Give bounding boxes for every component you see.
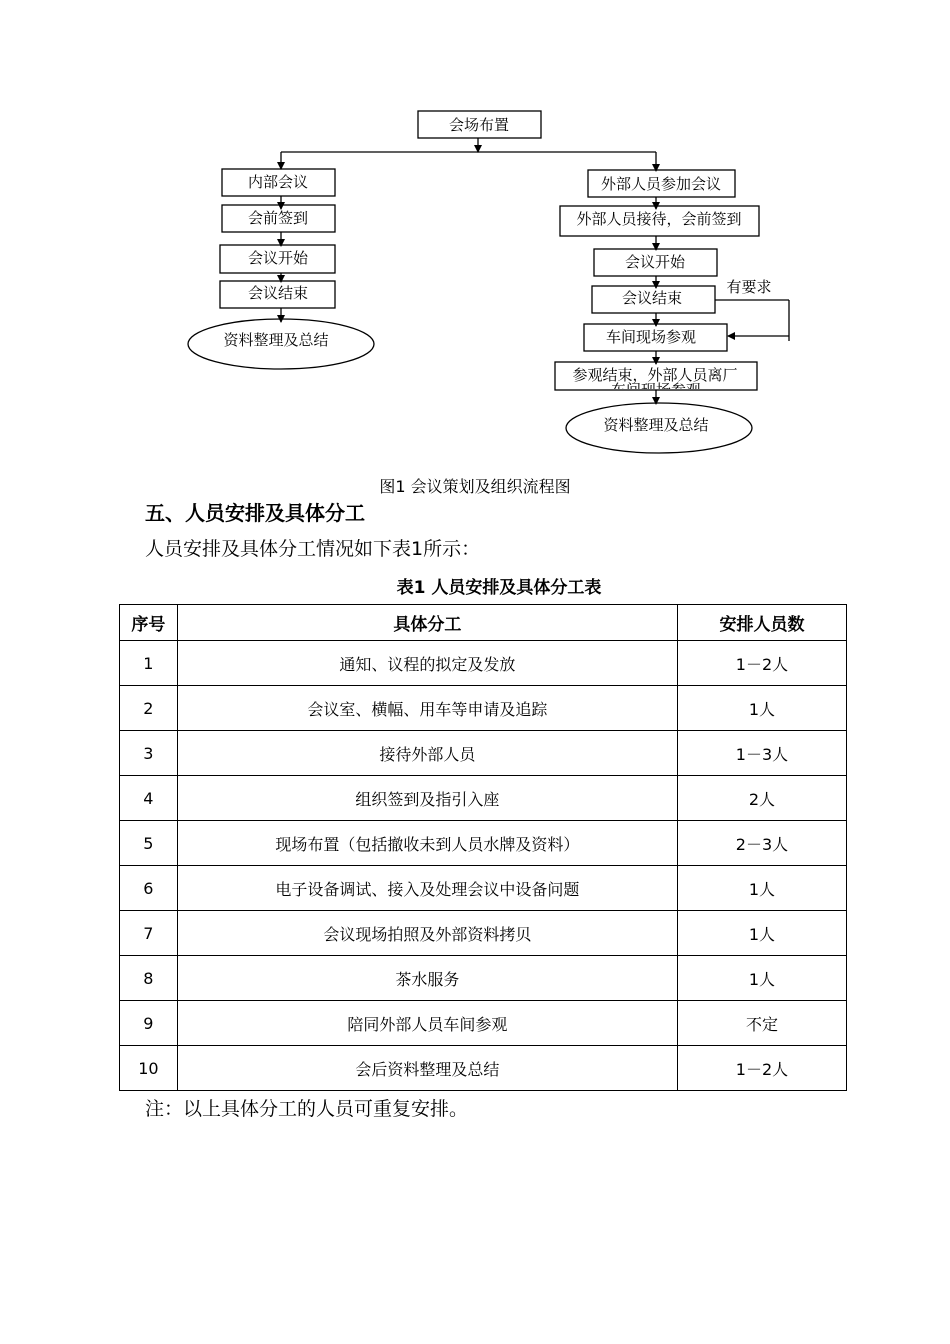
cell-no: 1: [120, 641, 178, 686]
cell-count: 1－2人: [677, 1046, 846, 1091]
flow-label-left-1: 内部会议: [247, 173, 309, 191]
cell-no: 4: [120, 776, 178, 821]
cell-task: 组织签到及指引入座: [177, 776, 677, 821]
figure-caption: 图1 会议策划及组织流程图: [379, 477, 571, 496]
table-note: 注：以上具体分工的人员可重复安排。: [145, 1098, 469, 1120]
cell-count: 1人: [677, 911, 846, 956]
cell-count: 1－2人: [677, 641, 846, 686]
cell-no: 8: [120, 956, 178, 1001]
flow-loop-label: 有要求: [726, 278, 772, 296]
table-row: [120, 776, 847, 821]
cell-task: 电子设备调试、接入及处理会议中设备问题: [177, 866, 677, 911]
flow-label-right-6: 参观结束，外部人员离厂: [572, 366, 738, 384]
table-row: [120, 1046, 847, 1091]
flow-label-left-3: 会议开始: [247, 249, 309, 267]
cell-task: 会议现场拍照及外部资料拷贝: [177, 911, 677, 956]
cell-task: 茶水服务: [177, 956, 677, 1001]
cell-task: 会议室、横幅、用车等申请及追踪: [177, 686, 677, 731]
cell-count: 1人: [677, 866, 846, 911]
flow-label-left-4: 会议结束: [247, 284, 309, 302]
cell-task: 通知、议程的拟定及发放: [177, 641, 677, 686]
table-row: [120, 911, 847, 956]
section-heading: 五、人员安排及具体分工: [145, 501, 365, 525]
table-row: [120, 821, 847, 866]
cell-count: 2－3人: [677, 821, 846, 866]
table-row: [120, 731, 847, 776]
cell-task: 现场布置（包括撤收未到人员水牌及资料）: [177, 821, 677, 866]
flow-label-right-5: 车间现场参观: [605, 328, 697, 346]
flow-label-right-2: 外部人员接待，会前签到: [576, 210, 742, 228]
header-no: 序号: [120, 605, 178, 641]
cell-no: 3: [120, 731, 178, 776]
header-task: 具体分工: [177, 605, 677, 641]
cell-count: 不定: [677, 1001, 846, 1046]
cell-task: 会后资料整理及总结: [177, 1046, 677, 1091]
table-title: 表1 人员安排及具体分工表: [396, 578, 602, 598]
cell-count: 1－3人: [677, 731, 846, 776]
flow-label-right-3: 会议开始: [624, 253, 686, 271]
flow-label-right-7: 资料整理及总结: [603, 416, 709, 434]
cell-no: 5: [120, 821, 178, 866]
table-row: [120, 641, 847, 686]
cell-count: 2人: [677, 776, 846, 821]
table-header-row: [120, 605, 847, 641]
cell-task: 陪同外部人员车间参观: [177, 1001, 677, 1046]
cell-no: 7: [120, 911, 178, 956]
staff-table: [119, 604, 847, 1091]
table-row: [120, 686, 847, 731]
table-row: [120, 866, 847, 911]
table-row: [120, 956, 847, 1001]
cell-count: 1人: [677, 956, 846, 1001]
flow-label-left-2: 会前签到: [247, 209, 309, 227]
intro-text: 人员安排及具体分工情况如下表1所示：: [145, 538, 481, 560]
flow-label-left-5: 资料整理及总结: [223, 331, 329, 349]
cell-no: 10: [120, 1046, 178, 1091]
flow-label-right-4: 会议结束: [621, 289, 683, 307]
cell-count: 1人: [677, 686, 846, 731]
flowchart: [0, 0, 950, 470]
cell-no: 2: [120, 686, 178, 731]
table-row: [120, 1001, 847, 1046]
header-count: 安排人员数: [677, 605, 846, 641]
cell-no: 9: [120, 1001, 178, 1046]
cell-task: 接待外部人员: [177, 731, 677, 776]
flow-label-top: 会场布置: [448, 116, 510, 134]
flow-label-right-6-overflow: 车间现场参观: [610, 381, 702, 399]
flow-label-right-1: 外部人员参加会议: [600, 175, 722, 193]
cell-no: 6: [120, 866, 178, 911]
